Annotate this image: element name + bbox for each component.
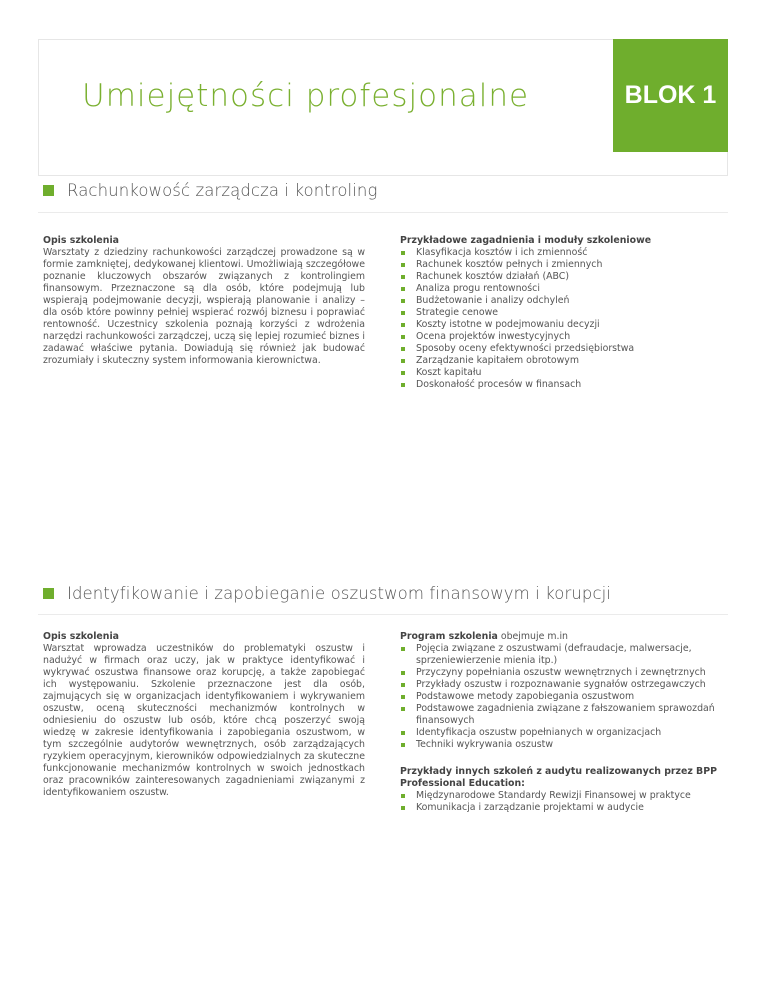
list-item: Przyczyny popełniania oszustw wewnętrznych i zewnętrznych: [400, 667, 730, 679]
section1-desc-text: Warsztaty z dziedziny rachunkowości zarządczej prowadzone są w formie zamkniętej, dedykowanej klientowi. Umożliwiają szczegółowe poznanie kluczowych obszarów związanych z kontrolingiem finansowym. Przeznaczone są dla osób, które podejmują lub wspierają podejmowanie decyzji, wspierają planowanie i analizy – dla osób które powinny pełniej wspierać rozwój biznesu i poprawiać rentowność. Uczestnicy szkolenia poznają korzyści z wdrożenia narzędzi rachunkowości zarządczej, uczą się lepiej rozumieć biznes i zadawać właściwe pytania. Dowiadują się również jak budować zrozumiały i skuteczny system informowania kierownictwa.: [43, 247, 365, 366]
list-item: Doskonałość procesów w finansach: [400, 379, 730, 391]
list-item: Komunikacja i zarządzanie projektami w audycie: [400, 802, 730, 814]
page-title: Umiejętności profesjonalne: [82, 78, 530, 114]
program-heading-rest: obejmuje m.in: [497, 631, 568, 642]
list-item: Międzynarodowe Standardy Rewizji Finansowej w praktyce: [400, 790, 730, 802]
section1-title: Rachunkowość zarządcza i kontroling: [67, 181, 378, 200]
section2-desc-text: Warsztat wprowadza uczestników do problematyki oszustw i nadużyć w firmach oraz uczy, jak w praktyce identyfikować i wykrywać oszustwa finansowe oraz korupcję, a także zapobiegać ich występowaniu. Szkolenie przeznaczone jest dla osób, zajmujących się w organizacjach identyfikowaniem i wykrywaniem oszustw, oceną skuteczności mechanizmów kontrolnych w odniesieniu do oszustw lub osób, które chcą poszerzyć swoją wiedzę w zakresie identyfikowania i zapobiegania oszustwom, w tym szczególnie audytorów wewnętrznych, osób zarządzających ryzykiem operacyjnym, kierowników odpowiedzialnych za skuteczne funkcjonowanie mechanizmów kontrolnych w swoich jednostkach oraz pracowników zainteresowanych zagadnieniami związanymi z identyfikowaniem oszustw.: [43, 643, 365, 798]
list-item: Zarządzanie kapitałem obrotowym: [400, 355, 730, 367]
list-item: Podstawowe metody zapobiegania oszustwom: [400, 691, 730, 703]
section2-program: [400, 631, 730, 814]
section2-other-list: [400, 790, 730, 814]
section2-program-list: [400, 643, 730, 751]
list-item: Analiza progu rentowności: [400, 283, 730, 295]
section1-topics: [400, 235, 730, 391]
section1-description: [43, 235, 365, 367]
section1-divider: [38, 212, 728, 213]
section1-topics-heading: Przykładowe zagadnienia i moduły szkoleniowe: [400, 235, 652, 246]
list-item: Klasyfikacja kosztów i ich zmienność: [400, 247, 730, 259]
section2-other-heading: Przykłady innych szkoleń z audytu realizowanych przez BPP Professional Education:: [400, 766, 717, 789]
list-item: Rachunek kosztów działań (ABC): [400, 271, 730, 283]
list-item: Sposoby oceny efektywności przedsiębiorstwa: [400, 343, 730, 355]
section2-program-heading: [400, 631, 730, 643]
section2-desc-heading: Opis szkolenia: [43, 631, 119, 642]
list-item: Strategie cenowe: [400, 307, 730, 319]
list-item: Podstawowe zagadnienia związane z fałszowaniem sprawozdań finansowych: [400, 703, 730, 727]
list-item: Budżetowanie i analizy odchyleń: [400, 295, 730, 307]
section2-title: Identyfikowanie i zapobieganie oszustwom finansowym i korupcji: [67, 584, 612, 603]
section1-header: [43, 181, 377, 200]
list-item: Koszt kapitału: [400, 367, 730, 379]
list-item: Techniki wykrywania oszustw: [400, 739, 730, 751]
section1-desc-heading: Opis szkolenia: [43, 235, 119, 246]
program-heading-bold: Program szkolenia: [400, 631, 498, 642]
blok-badge: BLOK 1: [613, 39, 728, 152]
green-square-icon: [43, 185, 54, 196]
list-item: Rachunek kosztów pełnych i zmiennych: [400, 259, 730, 271]
green-square-icon: [43, 588, 54, 599]
list-item: Pojęcia związane z oszustwami (defraudacje, malwersacje, sprzeniewierzenie mienia itp.): [400, 643, 730, 667]
list-item: Identyfikacja oszustw popełnianych w organizacjach: [400, 727, 730, 739]
list-item: Ocena projektów inwestycyjnych: [400, 331, 730, 343]
list-item: Przykłady oszustw i rozpoznawanie sygnałów ostrzegawczych: [400, 679, 730, 691]
list-item: Koszty istotne w podejmowaniu decyzji: [400, 319, 730, 331]
section2-description: [43, 631, 365, 799]
section2-header: [43, 584, 611, 603]
section1-topics-list: [400, 247, 730, 391]
section2-divider: [38, 614, 728, 615]
